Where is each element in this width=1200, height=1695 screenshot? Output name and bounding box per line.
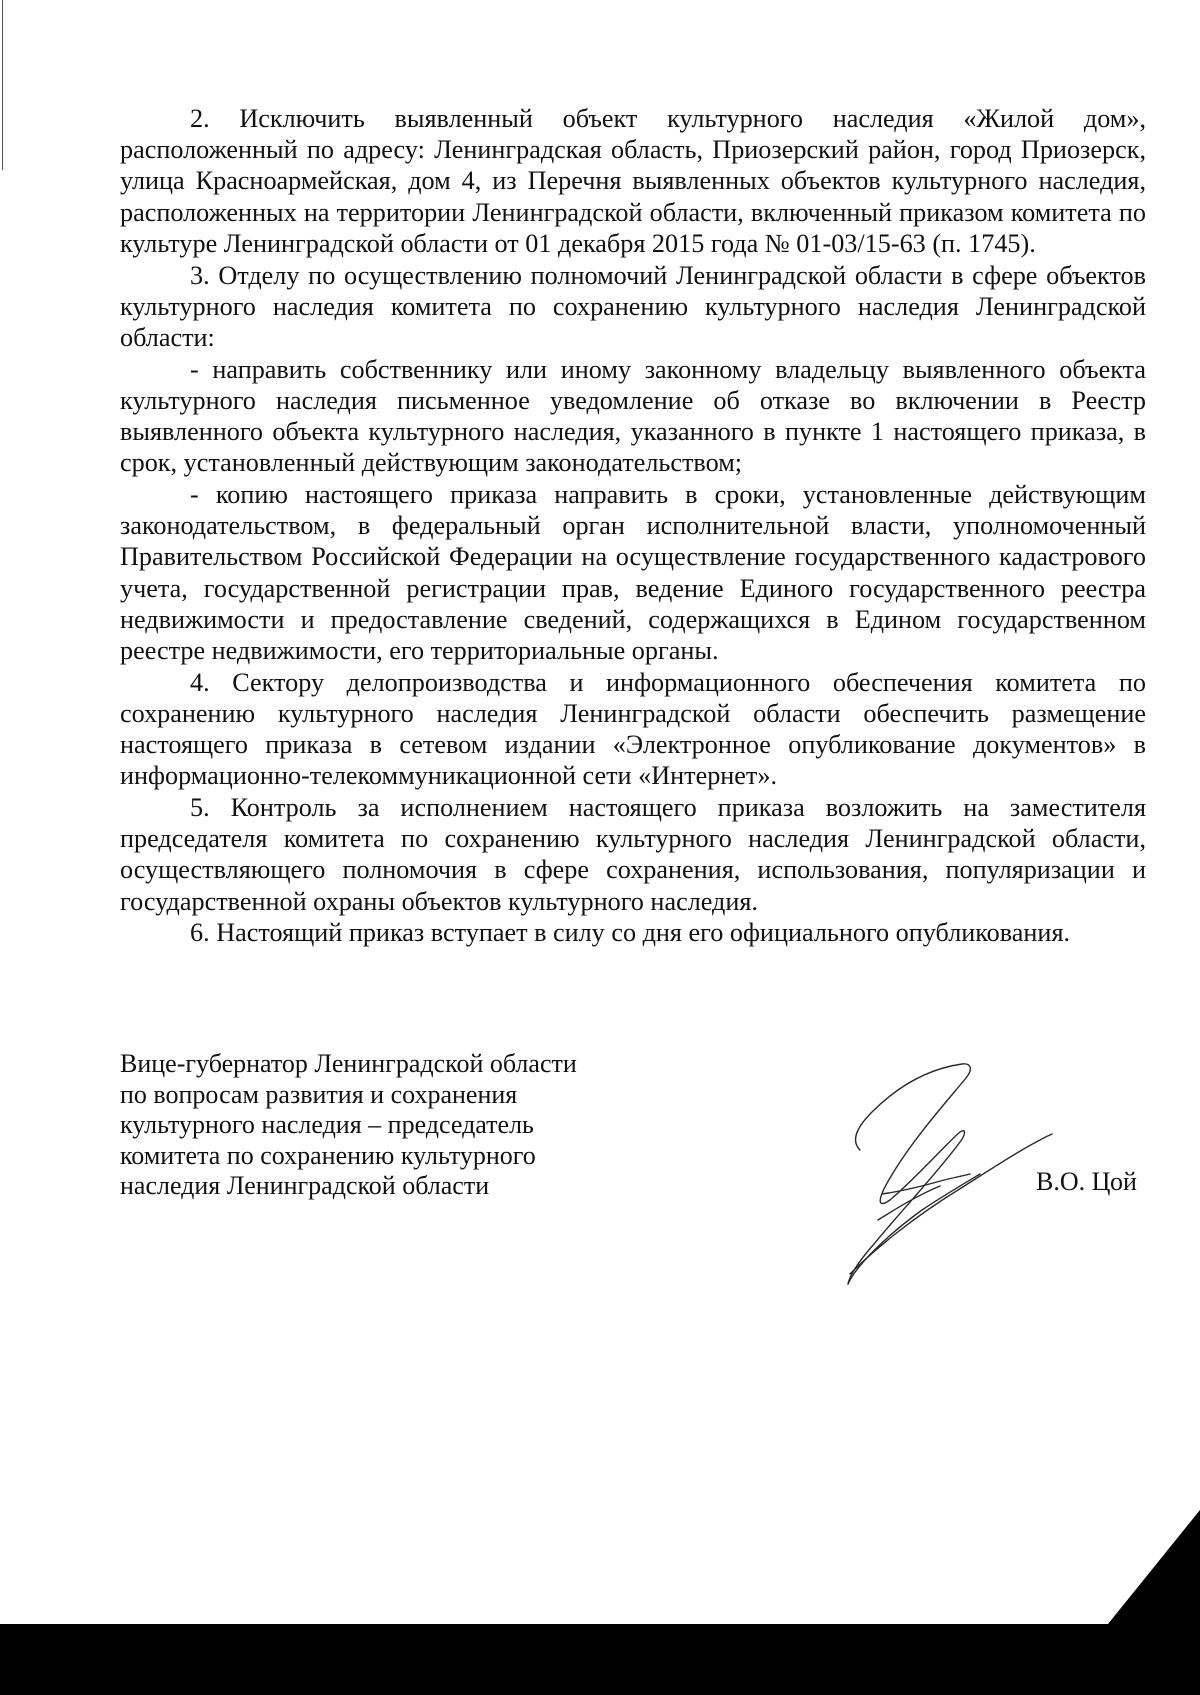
paragraph-item-3: 3. Отделу по осуществлению полномочий Ленинградской области в сфере объектов культурного наследия комитета по сохранению культурного наследия Ленинградской области: [120, 260, 1146, 352]
paragraph-item-3-subitem-1: - направить собственнику или иному законному владельцу выявленного объекта культурного наследия письменное уведомление об отказе во включении в Реестр выявленного объекта культурного наследия, указанного в пункте 1 настоящего приказа, в срок, установленный действующим законодательством; [120, 354, 1146, 478]
signatory-title-line: комитета по сохранению культурного [120, 1140, 536, 1170]
paragraph-item-6: 6. Настоящий приказ вступает в силу со дня его официального опубликования. [190, 918, 1071, 948]
paragraph-item-5: 5. Контроль за исполнением настоящего приказа возложить на заместителя председателя комитета по сохранению культурного наследия Ленинградской области, осуществляющего полномочия в сфере сохранения, использования, популяризации и государственной охраны объектов культурного наследия. [120, 792, 1146, 916]
paragraph-item-2: 2. Исключить выявленный объект культурного наследия «Жилой дом», расположенный по адресу: Ленинградская область, Приозерский район, город Приозерск, улица Красноармейская, дом 4, из Перечня выявленных объектов культурного наследия, расположенных на территории Ленинградской области, включенный приказом комитета по культуре Ленинградской области от 01 декабря 2015 года № 01-03/15-63 (п. 1745). [120, 104, 1146, 258]
paragraph-item-4: 4. Сектору делопроизводства и информационного обеспечения комитета по сохранению культурного наследия Ленинградской области обеспечить размещение настоящего приказа в сетевом издании «Электронное опубликование документов» в информационно-телекоммуникационной сети «Интернет». [120, 667, 1146, 791]
signatory-title-line: культурного наследия – председатель [120, 1110, 534, 1139]
scan-edge-line [2, 0, 3, 170]
document-body [120, 103, 1146, 949]
scan-border-wedge [1108, 1510, 1200, 1624]
signatory-name: В.О. Цой [1036, 1167, 1137, 1196]
paragraph-item-3-subitem-2: - копию настоящего приказа направить в сроки, установленные действующим законодательством, в федеральный орган исполнительной власти, уполномоченный Правительством Российской Федерации на осуществление государственного кадастрового учета, государственной регистрации прав, ведение Единого государственного реестра недвижимости и предоставление сведений, содержащихся в Едином государственном реестре недвижимости, его территориальные органы. [120, 479, 1146, 665]
signatory-title-line: наследия Ленинградской области [120, 1171, 490, 1200]
signatory-title-block [120, 1049, 680, 1202]
handwritten-signature [820, 1060, 1060, 1290]
signatory-title-line: Вице-губернатор Ленинградской области [120, 1049, 577, 1078]
signatory-title-line: по вопросам развития и сохранения [120, 1079, 518, 1109]
scan-border-bottom [0, 1624, 1200, 1695]
